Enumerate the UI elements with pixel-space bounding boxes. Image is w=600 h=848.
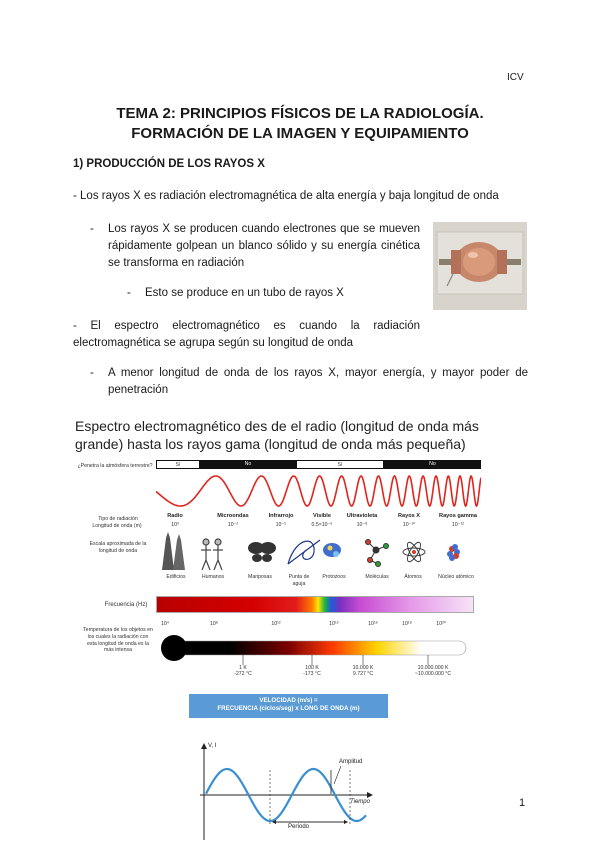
- temp-1-k: 1 K: [239, 665, 247, 671]
- temp-1-c: -272 °C: [234, 671, 252, 677]
- spectrum-title: [75, 417, 535, 453]
- wl-microondas: 10⁻²: [227, 522, 239, 528]
- wl-radio: 10³: [171, 522, 179, 528]
- formula-line-1: VELOCIDAD (m/s) =: [259, 697, 318, 704]
- scale-label: Escala aproximada de la longitud de onda: [89, 541, 147, 554]
- bullet-2: Los rayos X se producen cuando electrones que se mueven rápidamente golpean un blanco sólido y su energía cinética se transforma en radiación: [108, 223, 420, 269]
- obj-protozoos: Protozoos: [322, 574, 346, 580]
- wave-spectrum-illustration: [156, 470, 481, 512]
- temp-3-c: 9.727 °C: [352, 671, 374, 677]
- bullet-1: - Los rayos X es radiación electromagnética de alta energía y baja longitud de onda: [73, 190, 499, 202]
- obj-nucleo: Núcleo atómico: [438, 574, 474, 580]
- bullet-3: Esto se produce en un tubo de rayos X: [145, 287, 344, 299]
- wl-infrarrojo: 10⁻⁵: [275, 522, 287, 528]
- obj-edificios: Edificios: [166, 574, 186, 580]
- thermometer-graphic: [160, 632, 470, 668]
- freq-tick-5: 10¹⁶: [368, 621, 378, 627]
- page-title: [0, 104, 600, 144]
- freq-tick-1: 10⁴: [161, 621, 169, 627]
- atm-no-2: No: [384, 460, 481, 469]
- humans-icon: [201, 539, 223, 570]
- obj-moleculas: Moléculas: [365, 574, 389, 580]
- spectrum-title-line-1: Espectro electromagnético des de el radio (longitud de onda más: [75, 418, 479, 434]
- molecule-icon: [366, 540, 389, 567]
- temp-4-k: 10.000.000 K: [417, 665, 449, 671]
- formula-line-2: FRECUENCIA (ciclos/seg) x LONG DE ONDA (m): [217, 705, 360, 712]
- buildings-icon: [162, 532, 185, 570]
- type-ultravioleta: Ultravioleta: [346, 513, 378, 519]
- wl-rayos-gamma: 10⁻¹²: [452, 522, 464, 528]
- atm-no-1: No: [200, 460, 296, 469]
- temp-2-c: -173 °C: [303, 671, 321, 677]
- temperature-label: Temperatura de los objetos en los cuales la radiación con esta longitud de onda es la más intensa: [83, 627, 153, 654]
- wl-visible: 0.5×10⁻⁶: [311, 522, 333, 528]
- time-label: Tiempo: [350, 799, 370, 805]
- bullet-5-dash: -: [90, 367, 94, 379]
- temp-4-c: ~10.000.000 °C: [414, 671, 452, 677]
- atom-icon: [403, 540, 425, 563]
- section-heading: 1) PRODUCCIÓN DE LOS RAYOS X: [73, 158, 265, 170]
- wavelength-label: Longitud de onda (m): [92, 523, 142, 529]
- type-infrarrojo: Infrarrojo: [268, 513, 294, 519]
- bullet-3-dash: -: [127, 287, 131, 299]
- bullet-5: A menor longitud de onda de los rayos X, mayor energía, y mayor poder de penetración: [108, 367, 528, 396]
- temp-2-k: 100 K: [305, 665, 319, 671]
- obj-mariposas: Mariposas: [248, 574, 272, 580]
- velocity-formula-box: [189, 694, 388, 718]
- freq-tick-4: 10¹⁵: [329, 621, 339, 627]
- obj-atomos: Átomos: [404, 574, 422, 580]
- type-radio: Radio: [167, 513, 183, 519]
- nucleus-icon: [447, 544, 460, 561]
- xray-tube-photo: [433, 222, 527, 310]
- type-label: Tipo de radiación: [98, 516, 138, 522]
- freq-tick-2: 10⁸: [210, 621, 218, 627]
- header-initials: ICV: [507, 72, 524, 83]
- wl-ultravioleta: 10⁻⁸: [356, 522, 368, 528]
- temp-3-k: 10.000 K: [352, 665, 374, 671]
- butterfly-icon: [248, 542, 276, 562]
- scale-objects-illustration: [156, 530, 486, 572]
- freq-tick-6: 10¹⁸: [402, 621, 412, 627]
- penetrate-label: ¿Penetra la atmósfera terrestre?: [77, 463, 153, 469]
- type-visible: Visible: [313, 513, 331, 519]
- spectrum-title-line-2: grande) hasta los rayos gama (longitud de onda más pequeña): [75, 436, 466, 452]
- sine-wave-diagram: [196, 740, 386, 846]
- protozoa-icon: [323, 543, 341, 557]
- atm-yes-2: Sí: [296, 460, 384, 469]
- type-rayos-gamma: Rayos gamma: [439, 513, 477, 519]
- title-line-2: FORMACIÓN DE LA IMAGEN Y EQUIPAMIENTO: [131, 125, 469, 142]
- page-number: 1: [519, 797, 526, 809]
- frequency-label: Frecuencia (Hz): [104, 602, 148, 608]
- needle-icon: [288, 540, 320, 564]
- freq-tick-7: 10²⁰: [436, 621, 446, 627]
- wave-y-label: V, I: [208, 743, 217, 749]
- freq-tick-3: 10¹²: [271, 621, 281, 627]
- bullet-4: - El espectro electromagnético es cuando la radiación electromagnética se agrupa según su longitud de onda: [73, 320, 420, 349]
- atm-yes-1: Sí: [156, 460, 200, 469]
- period-label: Período: [288, 824, 310, 830]
- atmosphere-bar: [156, 460, 481, 469]
- type-rayos-x: Rayos X: [397, 513, 421, 519]
- obj-humanos: Humanos: [201, 574, 225, 580]
- type-microondas: Microondas: [217, 513, 249, 519]
- title-line-1: TEMA 2: PRINCIPIOS FÍSICOS DE LA RADIOLOGÍA.: [116, 105, 484, 122]
- obj-punta-aguja: Punta de aguja: [288, 574, 310, 587]
- wl-rayos-x: 10⁻¹⁰: [402, 522, 416, 528]
- bullet-2-dash: -: [90, 223, 94, 235]
- frequency-bar: [156, 596, 474, 613]
- amplitude-label: Amplitud: [339, 759, 363, 765]
